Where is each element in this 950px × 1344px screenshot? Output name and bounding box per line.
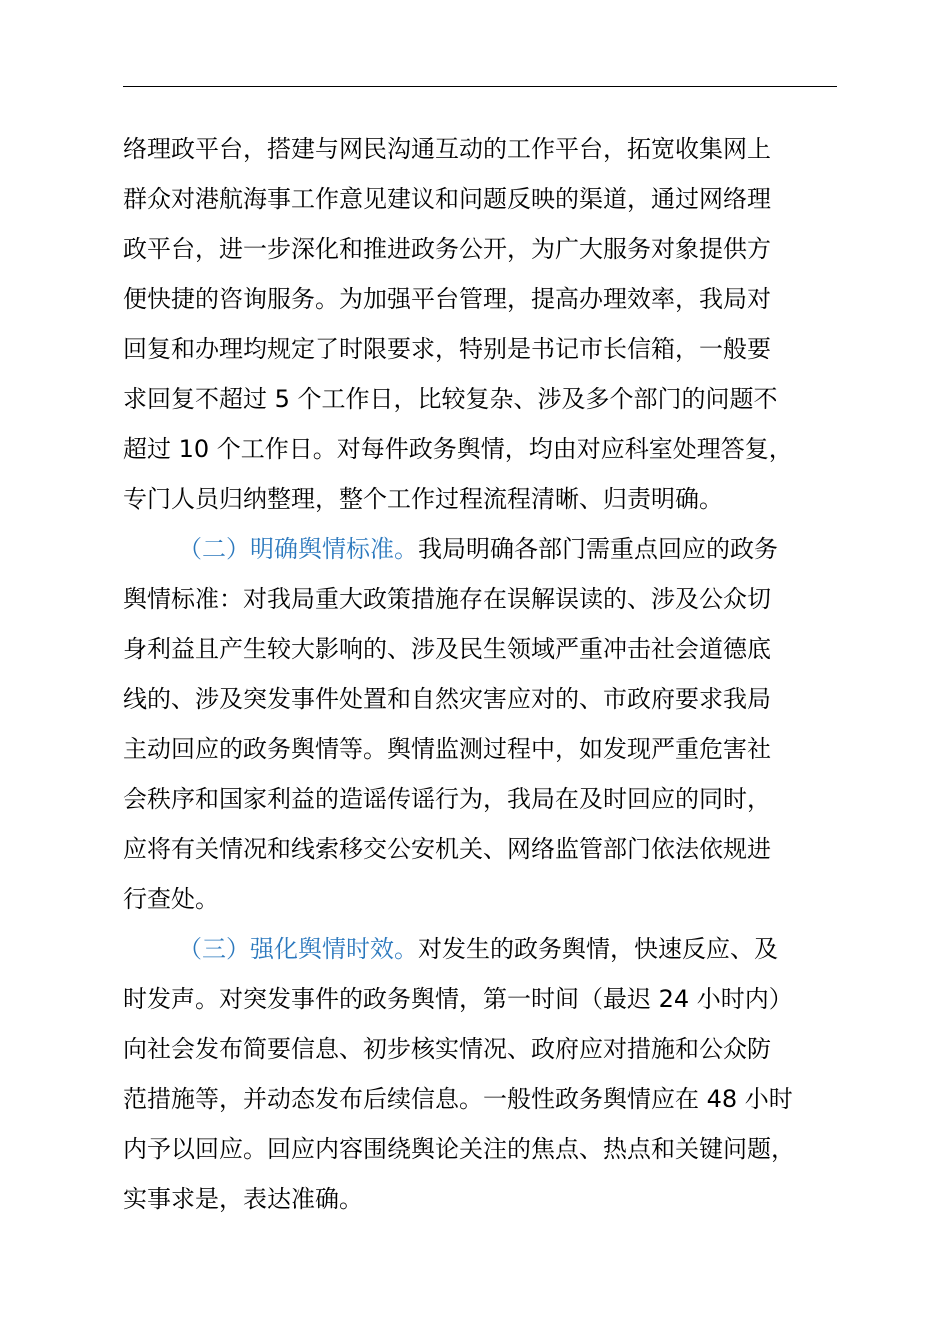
text-line: 应将有关情况和线索移交公安机关、网络监管部门依法依规进: [123, 835, 771, 863]
text-line: 政平台，进一步深化和推进政务公开，为广大服务对象提供方: [123, 235, 771, 263]
section-2-first-line-text: 我局明确各部门需重点回应的政务: [418, 535, 778, 563]
text-line: 络理政平台，搭建与网民沟通互动的工作平台，拓宽收集网上: [123, 135, 771, 163]
text-line: 便快捷的咨询服务。为加强平台管理，提高办理效率，我局对: [123, 285, 771, 313]
text-line: 行查处。: [123, 885, 219, 913]
text-line: 范措施等，并动态发布后续信息。一般性政务舆情应在 48 小时: [123, 1085, 793, 1113]
text-line: 专门人员归纳整理，整个工作过程流程清晰、归责明确。: [123, 485, 723, 513]
section-3-first-line-text: 对发生的政务舆情，快速反应、及: [418, 935, 778, 963]
text-line: 时发声。对突发事件的政务舆情，第一时间（最迟 24 小时内）: [123, 985, 793, 1013]
text-line: 实事求是，表达准确。: [123, 1185, 363, 1213]
text-line: 群众对港航海事工作意见建议和问题反映的渠道，通过网络理: [123, 185, 771, 213]
text-line: 会秩序和国家利益的造谣传谣行为，我局在及时回应的同时，: [123, 785, 771, 813]
section-2-heading: （二）明确舆情标准。: [178, 535, 418, 563]
section-2-paragraph: [123, 524, 863, 924]
header-rule: [123, 86, 837, 87]
text-line: 主动回应的政务舆情等。舆情监测过程中，如发现严重危害社: [123, 735, 771, 763]
section-3-paragraph: [123, 924, 863, 1224]
text-line: 线的、涉及突发事件处置和自然灾害应对的、市政府要求我局: [123, 685, 771, 713]
text-line: 身利益且产生较大影响的、涉及民生领域严重冲击社会道德底: [123, 635, 771, 663]
text-line: 回复和办理均规定了时限要求，特别是书记市长信箱，一般要: [123, 335, 771, 363]
text-line: 求回复不超过 5 个工作日，比较复杂、涉及多个部门的问题不: [123, 385, 778, 413]
section-3-first-line: [123, 924, 863, 974]
intro-paragraph: [123, 124, 863, 524]
text-line: 超过 10 个工作日。对每件政务舆情，均由对应科室处理答复，: [123, 435, 793, 463]
text-line: 内予以回应。回应内容围绕舆论关注的焦点、热点和关键问题，: [123, 1135, 795, 1163]
text-line: 舆情标准：对我局重大政策措施存在误解误读的、涉及公众切: [123, 585, 771, 613]
section-3-heading: （三）强化舆情时效。: [178, 935, 418, 963]
text-line: 向社会发布简要信息、初步核实情况、政府应对措施和公众防: [123, 1035, 771, 1063]
document-body: [123, 124, 863, 1224]
section-2-first-line: [123, 524, 863, 574]
